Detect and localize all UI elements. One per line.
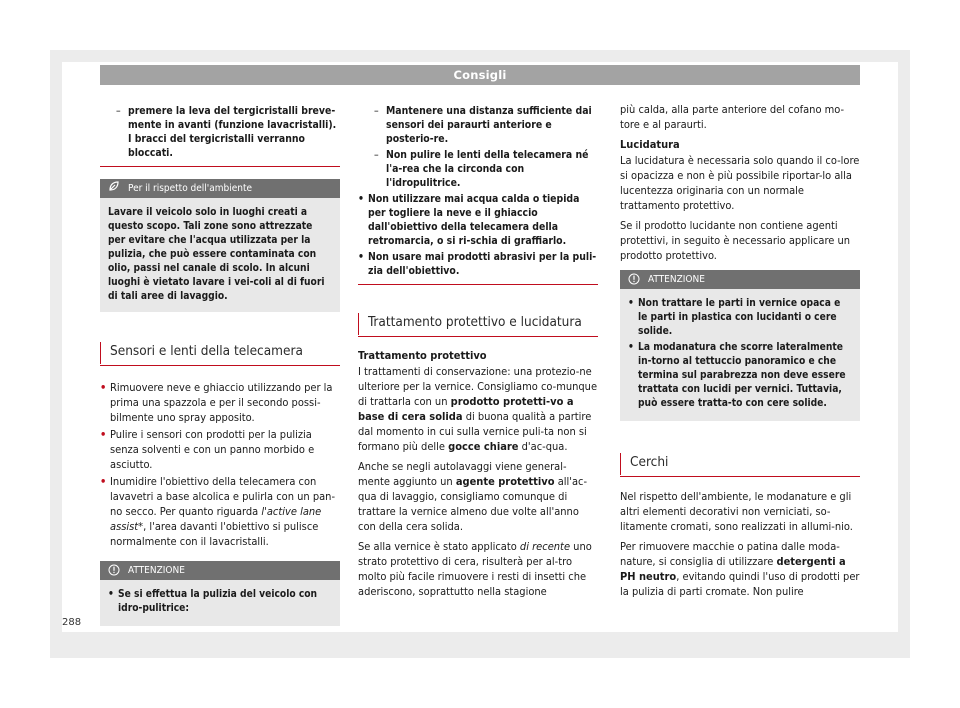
paragraph: Se il prodotto lucidante non contiene agenti protettivi, in seguito è necessario applicare un prodotto protettivo. [620, 219, 851, 262]
warning-icon [108, 561, 120, 582]
bullet-text: Inumidire l'obiettivo della telecamera con lavavetri a base alcolica e pulirla con un pan-no secco. Per quanto riguarda [110, 475, 336, 518]
warning-box-header [620, 270, 860, 289]
paragraph [358, 459, 598, 534]
paragraph [620, 539, 860, 599]
leaf-icon [108, 179, 120, 198]
dash-item: – Mantenere una distanza sufficiente dai sensori dei paraurti anteriore e posterio-re. [358, 104, 598, 146]
text: Per rimuovere macchie o patina dalle moda-nature, si consiglia di utilizzare [620, 540, 840, 568]
warning-box [100, 561, 340, 626]
bullet-item: • Non usare mai prodotti abrasivi per la puli-zia dell'obiettivo. [358, 250, 598, 278]
text: I trattamenti di conservazione: una protezio-ne ulteriore per la vernice. Consigliamo co-munque di trattarla con un [358, 365, 598, 408]
bullet-italic: l'active lane assist [110, 505, 322, 533]
bold-text: gocce chiare [448, 440, 519, 453]
warning-box-header [100, 561, 340, 580]
italic-text: di recente [519, 540, 571, 553]
header-bar [100, 65, 860, 85]
paragraph: La lucidatura è necessaria solo quando il co-lore si opacizza e non è più possibile riportar-lo alla lucentezza originaria con un normale trattamento protettivo. [620, 154, 860, 212]
bullet-text: *, l'area davanti l'obiettivo si pulisce normalmente con il lavacristalli. [110, 520, 319, 548]
environment-box-text: Lavare il veicolo solo in luoghi creati a questo scopo. Tali zone sono attrezzate per evitare che l'acqua utilizzata per la pulizia, che può essere contaminata con olio, passi nel canale di scolo. In alcuni luoghi è vietato lavare i vei-coli al di fuori di tali aree di lavaggio. [108, 207, 325, 302]
subheading: Trattamento protettivo [358, 349, 487, 362]
text: di buona qualità a partire dal momento in cui sulla vernice puli-ta non si formano più delle [358, 410, 592, 453]
bold-text: agente protettivo [455, 475, 555, 488]
environment-box [100, 179, 340, 312]
bullet-item [100, 474, 340, 549]
page-number: 288 [62, 617, 82, 628]
environment-box-header [100, 179, 340, 198]
section-title-sensori: Sensori e lenti della telecamera [100, 340, 340, 366]
warning-item: • La modanatura che scorre lateralmente in-torno al tettuccio panoramico e che termina sul parabrezza non deve essere trattata con lucidi per vernici. Tuttavia, può essere tratta-to con cere solide. [628, 341, 852, 411]
paragraph [358, 539, 598, 599]
section-title-cerchi: Cerchi [620, 451, 860, 477]
column-2 [358, 96, 598, 604]
dash-item: – premere la leva del tergicristalli breve-mente in avanti (funzione lavacristalli). I bracci del tergicristalli verranno bloccati. [100, 104, 340, 160]
header-title: Consigli [453, 68, 507, 82]
column-1 [100, 96, 340, 626]
paragraph [358, 364, 598, 454]
environment-box-body [100, 198, 340, 312]
column-3 [620, 96, 860, 604]
bullet-item: • Pulire i sensori con prodotti per la pulizia senza solventi e con un panno morbido e asciutto. [100, 427, 340, 472]
subheading: Lucidatura [620, 138, 680, 151]
section-title-trattamento: Trattamento protettivo e lucidatura [358, 311, 598, 337]
bold-text: prodotto protetti-vo a base di cera solida [358, 395, 574, 423]
environment-box-title: Per il rispetto dell'ambiente [128, 183, 253, 194]
warning-icon [628, 270, 640, 291]
dash-item: – Non pulire le lenti della telecamera né l'a-rea che la circonda con l'idropulitrice. [358, 148, 598, 190]
text: , evitando quindi l'uso di prodotti per la pulizia di parti cromate. Non pulire [620, 570, 860, 598]
paragraph: più calda, alla parte anteriore del cofano mo-tore e al paraurti. [620, 103, 845, 131]
warning-box [620, 270, 860, 421]
warning-item: • Se si effettua la pulizia del veicolo con idro-pulitrice: [108, 588, 332, 616]
text: Se alla vernice è stato applicato [358, 540, 520, 553]
bullet-item: • Non utilizzare mai acqua calda o tiepida per togliere la neve e il ghiaccio dall'obiettivo della telecamera della retromarcia, o si ri-schia di graffiarlo. [358, 192, 598, 248]
warning-item: • Non trattare le parti in vernice opaca e le parti in plastica con lucidanti o cere solide. [628, 297, 852, 339]
text: uno strato protettivo di cera, risulterà per al-tro molto più facile rimuovere i resti di insetti che aderiscono, soprattutto nella stagione [358, 540, 592, 598]
text: Anche se negli autolavaggi viene general-mente aggiunto un [358, 460, 567, 488]
divider [358, 284, 598, 285]
bullet-item: • Rimuovere neve e ghiaccio utilizzando per la prima una spazzola e per il secondo possi-bilmente uno spray apposito. [100, 380, 340, 425]
text: d'ac-qua. [518, 440, 568, 453]
warning-box-body [620, 289, 860, 421]
text: all'ac-qua di lavaggio, consigliamo comunque di trattare la vernice almeno due volte all'anno con della cera solida. [358, 475, 588, 533]
warning-box-title: ATTENZIONE [648, 274, 705, 285]
paragraph: Nel rispetto dell'ambiente, le modanature e gli altri elementi decorativi non verniciati, so-litamente cromati, sono realizzati in allumi-nio. [620, 490, 853, 533]
warning-box-title: ATTENZIONE [128, 565, 185, 576]
warning-box-body [100, 580, 340, 626]
divider [100, 166, 340, 167]
bold-text: detergenti a PH neutro [620, 555, 846, 583]
